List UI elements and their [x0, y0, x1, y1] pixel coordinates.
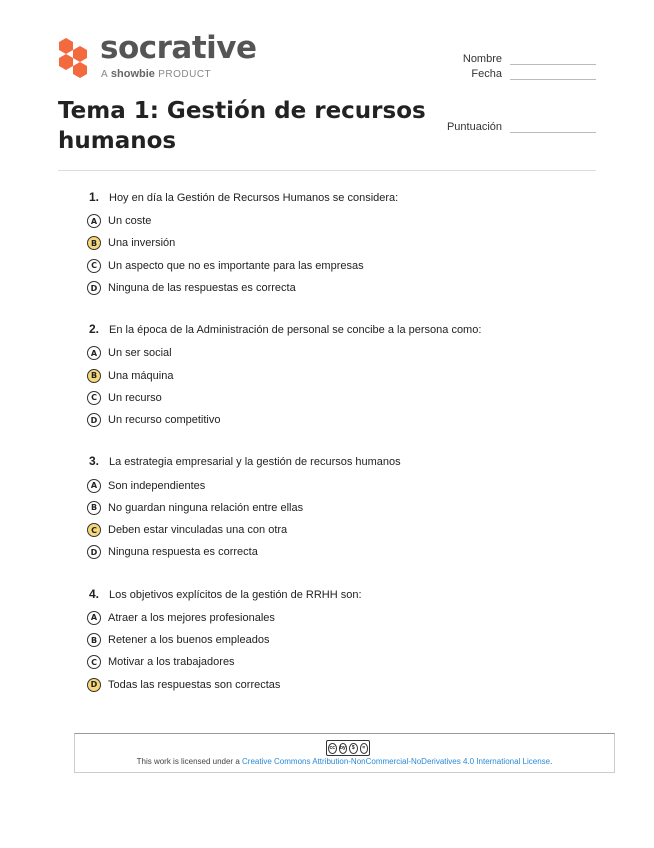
- question-list: [87, 190, 607, 719]
- answer-option: [87, 474, 607, 496]
- brand-name: socrative: [100, 30, 257, 66]
- answer-letter-badge: C: [87, 259, 101, 273]
- question-header: [89, 190, 607, 210]
- answer-option: [87, 232, 607, 254]
- answer-text: Retener a los buenos empleados: [108, 634, 270, 646]
- question-number: 3.: [89, 454, 100, 469]
- answer-option: [87, 409, 607, 431]
- answer-option: [87, 255, 607, 277]
- score-field: [447, 121, 596, 133]
- question-number: 1.: [89, 190, 100, 204]
- quiz-title: Tema 1: Gestión de recursos humanos: [58, 98, 426, 154]
- question-header: [89, 322, 607, 342]
- date-label: Fecha: [471, 68, 502, 80]
- answer-letter-badge: A: [87, 346, 101, 360]
- socrative-logo: [56, 30, 257, 80]
- answer-text: Son independientes: [108, 479, 206, 492]
- answer-text: Atraer a los mejores profesionales: [108, 611, 275, 624]
- answer-letter-badge: A: [87, 611, 101, 625]
- question-4: [87, 587, 607, 696]
- license-prefix: This work is licensed under a: [136, 757, 242, 766]
- name-line: [510, 54, 596, 65]
- answer-option: [87, 651, 607, 673]
- brand-tagline: [101, 68, 211, 80]
- answer-text: Un recurso competitivo: [108, 414, 221, 427]
- answer-option: [87, 541, 607, 563]
- score-line: [510, 122, 596, 133]
- answer-text: No guardan ninguna relación entre ellas: [108, 501, 304, 514]
- question-text: Los objetivos explícitos de la gestión de RRHH son:: [109, 588, 362, 601]
- answer-option: [87, 629, 607, 651]
- answer-text: Un recurso: [108, 391, 162, 404]
- answer-letter-badge: B: [87, 633, 101, 647]
- answer-letter-badge: D: [87, 413, 101, 427]
- answer-option: [87, 607, 607, 629]
- correct-answer-badge: D: [87, 678, 101, 692]
- answer-letter-badge: C: [87, 391, 101, 405]
- answer-text: Un ser social: [108, 347, 172, 360]
- correct-answer-badge: B: [87, 369, 101, 383]
- answer-text: Una inversión: [108, 237, 176, 250]
- score-label: Puntuación: [446, 121, 502, 133]
- answer-letter-badge: B: [87, 501, 101, 515]
- question-text: En la época de la Administración de personal se concibe a la persona como:: [109, 324, 482, 337]
- answer-letter-badge: D: [87, 545, 101, 559]
- question-number: 4.: [89, 586, 100, 601]
- answer-letter-badge: A: [87, 214, 101, 228]
- question-1: [87, 190, 607, 299]
- header-divider: [58, 170, 596, 171]
- question-text: Hoy en día la Gestión de Recursos Humanos se considera:: [109, 192, 399, 204]
- answer-option: [87, 673, 607, 695]
- answer-text: Todas las respuestas son correctas: [108, 678, 281, 691]
- answer-text: Un aspecto que no es importante para las empresas: [108, 259, 364, 272]
- name-label: Nombre: [462, 53, 502, 65]
- answer-option: [87, 364, 607, 386]
- answer-option: [87, 519, 607, 541]
- license-suffix: .: [550, 757, 553, 766]
- date-line: [510, 69, 596, 80]
- answer-option: [87, 387, 607, 409]
- answer-letter-badge: C: [87, 655, 101, 669]
- answer-option: [87, 277, 607, 299]
- answer-text: Una máquina: [108, 369, 174, 382]
- name-field: [463, 53, 596, 65]
- question-number: 2.: [89, 322, 100, 337]
- answer-letter-badge: D: [87, 281, 101, 295]
- tagline-suffix: PRODUCT: [158, 69, 212, 80]
- answer-option: [87, 342, 607, 364]
- correct-answer-badge: C: [87, 523, 101, 537]
- answer-option: [87, 210, 607, 232]
- answer-text: Motivar a los trabajadores: [108, 656, 235, 669]
- license-link[interactable]: Creative Commons Attribution-NonCommercial-NoDerivatives 4.0 International License: [242, 757, 551, 766]
- answer-text: Deben estar vinculadas una con otra: [108, 524, 288, 537]
- date-field: [471, 68, 596, 80]
- license-text: [75, 757, 614, 766]
- question-header: [89, 454, 607, 474]
- question-3: [87, 454, 607, 563]
- question-text: La estrategia empresarial y la gestión de recursos humanos: [109, 456, 401, 469]
- correct-answer-badge: B: [87, 236, 101, 250]
- answer-text: Ninguna respuesta es correcta: [108, 546, 258, 559]
- answer-text: Ninguna de las respuestas es correcta: [108, 282, 296, 295]
- question-header: [89, 587, 607, 607]
- tagline-brand: showbie: [110, 68, 155, 80]
- question-2: [87, 322, 607, 431]
- answer-option: [87, 497, 607, 519]
- answer-letter-badge: A: [87, 479, 101, 493]
- tagline-prefix: A: [101, 69, 108, 80]
- license-footer: [74, 733, 615, 773]
- socrative-hexagon-icon: [56, 36, 96, 80]
- cc-license-icon: cc by $ =: [326, 740, 370, 756]
- answer-text: Un coste: [108, 215, 152, 228]
